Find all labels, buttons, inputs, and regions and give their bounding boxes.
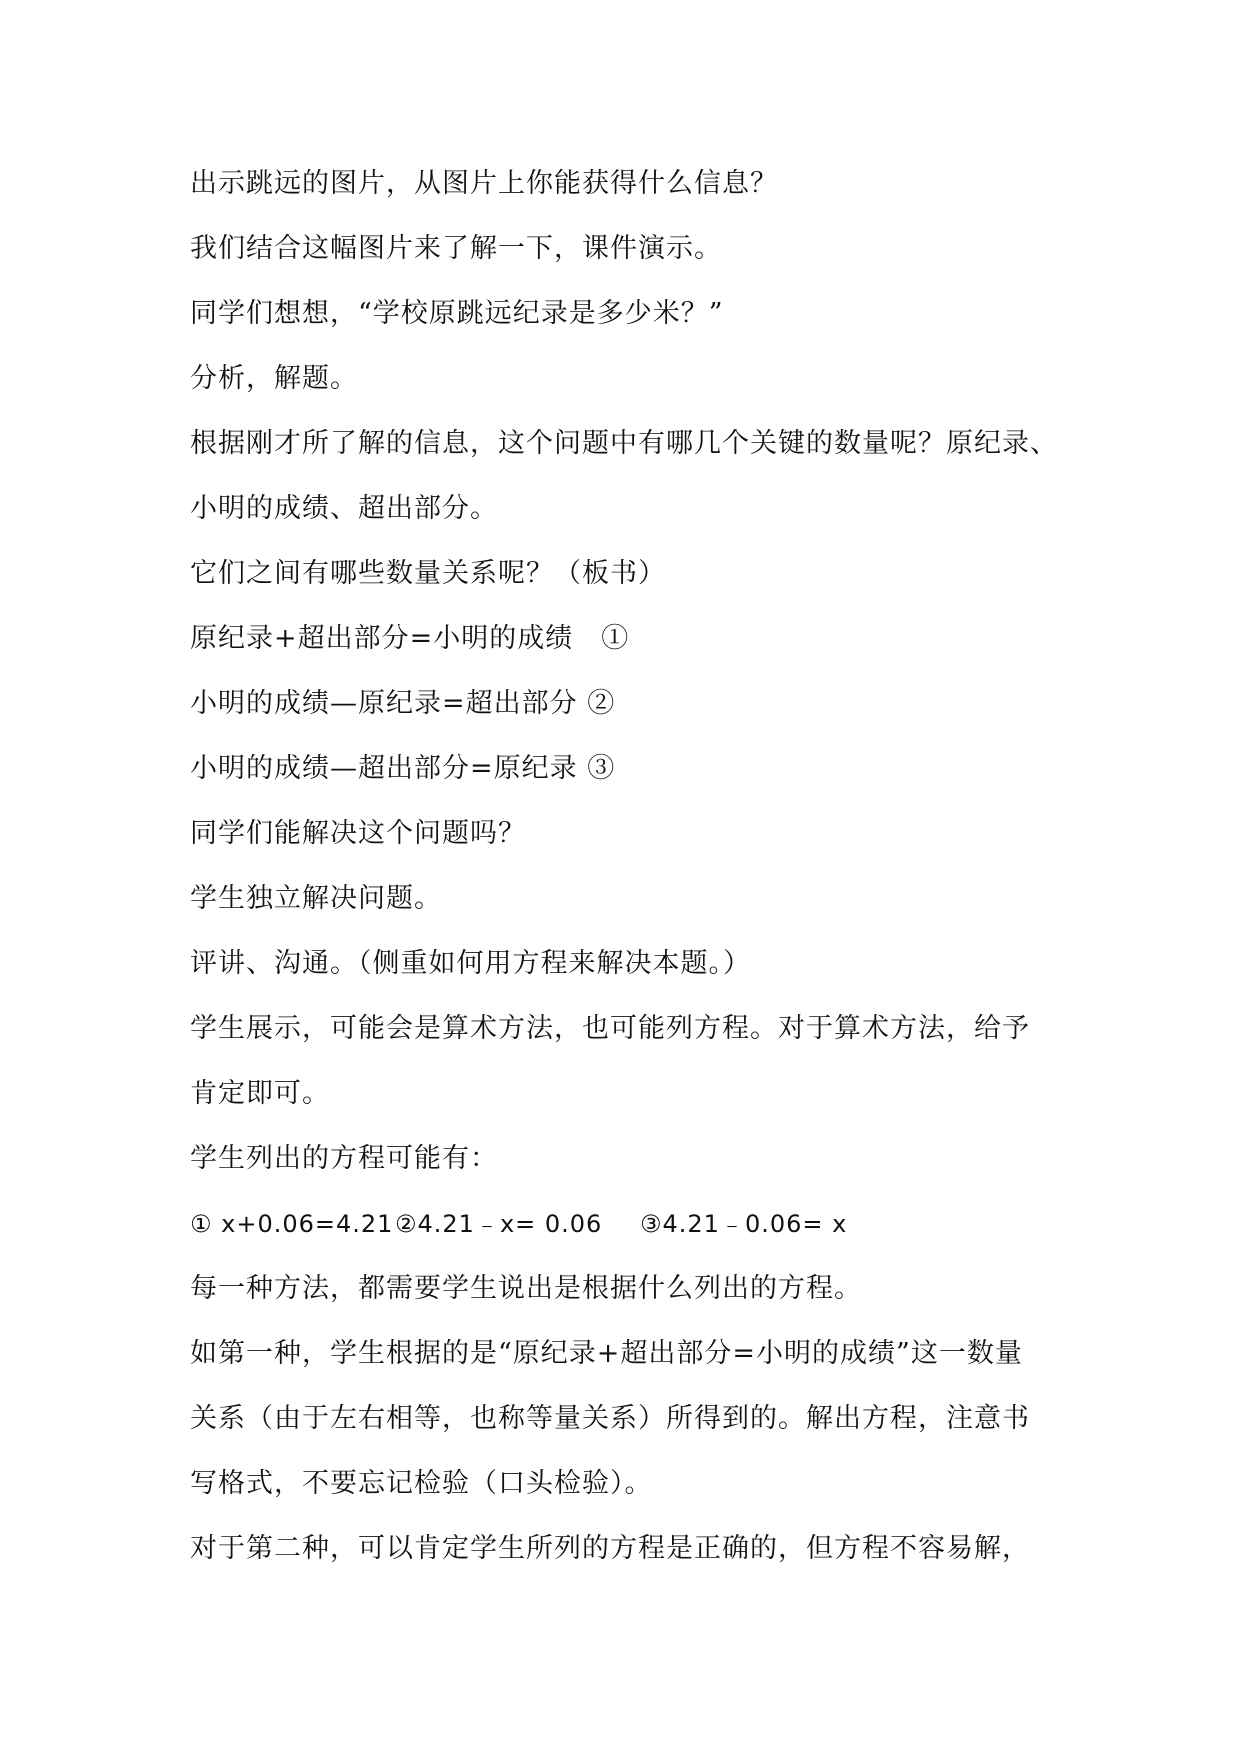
text-line-19: 如第一种，学生根据的是“原纪录+超出部分=小明的成绩”这一数量: [190, 1338, 1023, 1369]
text-line-16: 学生列出的方程可能有：: [190, 1143, 498, 1174]
text-line-2: 我们结合这幅图片来了解一下，课件演示。: [190, 233, 722, 264]
text-line-5: 根据刚才所了解的信息，这个问题中有哪几个关键的数量呢？原纪录、: [190, 428, 1058, 459]
equation-1: ① x+0.06=4.21: [190, 1210, 394, 1238]
text-line-4: 分析，解题。: [190, 363, 358, 394]
relation-3: 小明的成绩—超出部分=原纪录 ③: [190, 753, 616, 784]
text-line-1: 出示跳远的图片，从图片上你能获得什么信息？: [190, 168, 778, 199]
text-line-21: 写格式，不要忘记检验（口头检验）。: [190, 1468, 653, 1499]
text-line-3: 同学们想想，“学校原跳远纪录是多少米？”: [190, 298, 724, 329]
text-line-15: 肯定即可。: [190, 1078, 330, 1109]
text-line-14: 学生展示，可能会是算术方法，也可能列方程。对于算术方法，给予: [190, 1013, 1030, 1044]
relation-2: 小明的成绩—原纪录=超出部分 ②: [190, 688, 616, 719]
text-line-22: 对于第二种，可以肯定学生所列的方程是正确的，但方程不容易解，: [190, 1533, 1030, 1564]
relation-1: 原纪录+超出部分=小明的成绩 ①: [190, 623, 630, 654]
text-line-6: 小明的成绩、超出部分。: [190, 493, 498, 524]
text-line-13: 评讲、沟通。（侧重如何用方程来解决本题。）: [190, 948, 751, 979]
text-line-11: 同学们能解决这个问题吗？: [190, 818, 526, 849]
equation-3: ③4.21﹣0.06= x: [640, 1210, 848, 1238]
equation-row: [190, 1207, 847, 1241]
text-line-18: 每一种方法，都需要学生说出是根据什么列出的方程。: [190, 1273, 862, 1304]
text-line-20: 关系（由于左右相等，也称等量关系）所得到的。解出方程，注意书: [190, 1403, 1030, 1434]
text-line-7: 它们之间有哪些数量关系呢？（板书）: [190, 558, 666, 589]
equation-2: ②4.21﹣x= 0.06: [395, 1210, 603, 1238]
text-line-12: 学生独立解决问题。: [190, 883, 442, 914]
